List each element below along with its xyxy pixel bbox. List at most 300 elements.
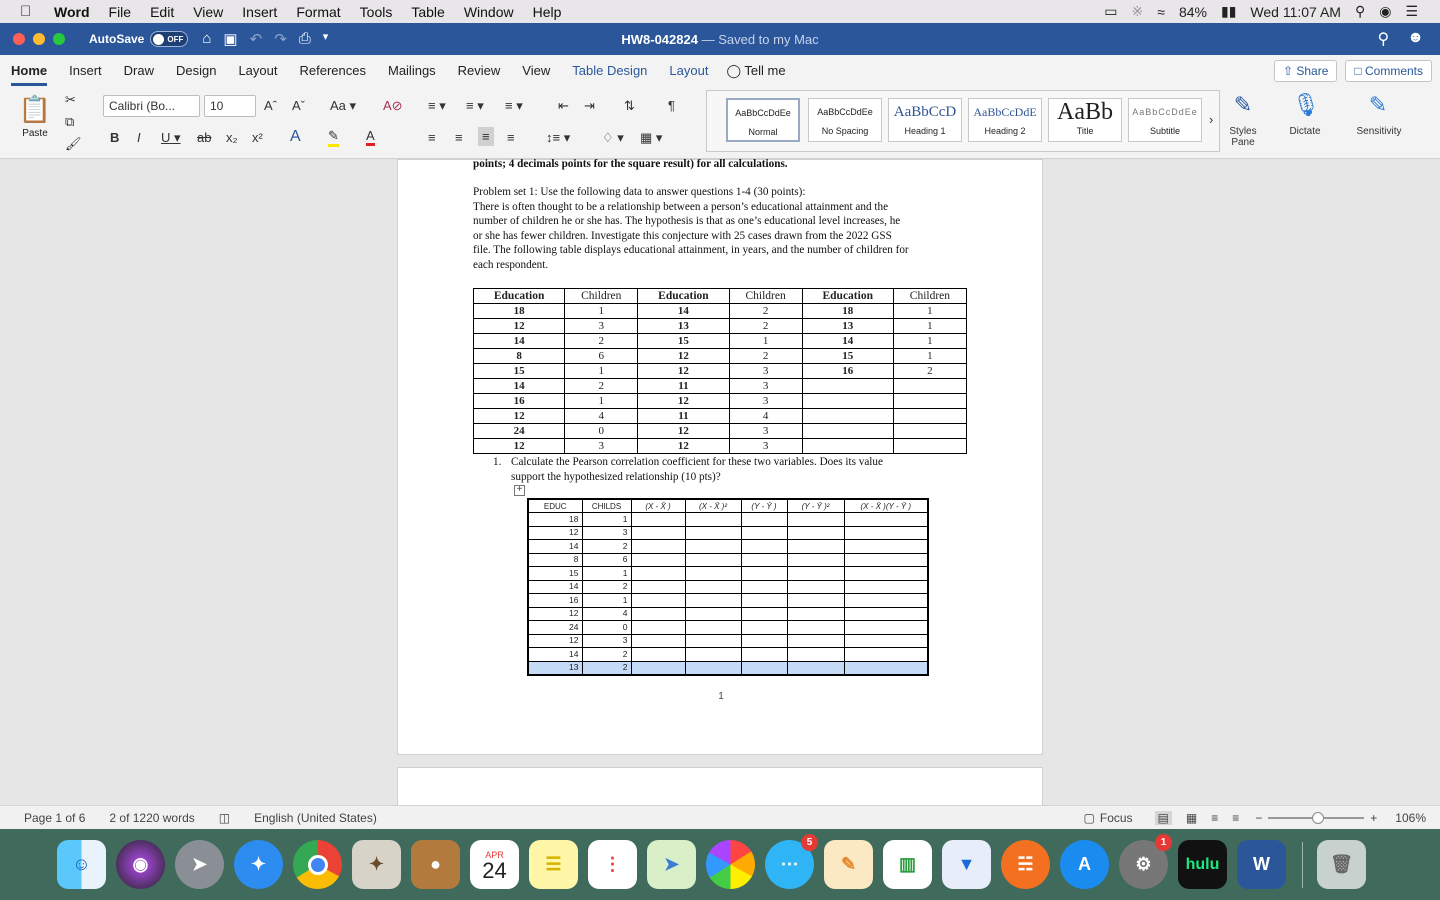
justify-icon[interactable]: ≡	[507, 130, 515, 145]
style-heading-2-preview: AaBbCcDdE	[973, 105, 1037, 119]
draft-icon[interactable]: ≡	[1232, 810, 1240, 825]
calc-cell[interactable]	[844, 621, 928, 635]
clipboard-icon: 📋	[18, 94, 52, 124]
wifi-icon[interactable]: ≈	[1157, 3, 1165, 20]
calc-cell[interactable]: 1	[582, 513, 631, 527]
airplay-icon[interactable]: ▭	[1104, 3, 1118, 19]
calc-cell[interactable]	[787, 553, 844, 567]
calc-cell[interactable]	[685, 580, 741, 594]
style-no-spacing[interactable]	[808, 98, 882, 142]
calc-cell[interactable]: 4	[582, 607, 631, 621]
table-cell[interactable]: 3	[729, 394, 802, 409]
underline-icon[interactable]: U ▾	[161, 130, 181, 145]
calc-cell[interactable]	[787, 607, 844, 621]
table-cell[interactable]: 18	[802, 304, 893, 319]
calc-cell[interactable]	[741, 607, 787, 621]
calc-cell[interactable]	[787, 634, 844, 648]
table-cell[interactable]: 14	[802, 334, 893, 349]
bluetooth-icon[interactable]: ※	[1131, 3, 1144, 19]
style-title[interactable]	[1048, 98, 1122, 142]
calc-cell[interactable]: 16	[528, 594, 582, 608]
calc-cell[interactable]	[631, 594, 685, 608]
calc-cell[interactable]	[844, 540, 928, 554]
table-cell[interactable]: 13	[638, 319, 729, 334]
paste-button[interactable]	[14, 92, 56, 139]
calc-cell[interactable]	[631, 621, 685, 635]
tab-insert[interactable]: Insert	[69, 63, 102, 78]
menu-tools[interactable]: Tools	[359, 3, 393, 20]
menu-file[interactable]: File	[108, 3, 132, 20]
calc-cell[interactable]	[631, 553, 685, 567]
col-children-2: Children	[729, 289, 802, 304]
calc-cell[interactable]: 15	[528, 567, 582, 581]
tab-home[interactable]: Home	[11, 55, 47, 86]
calc-cell[interactable]	[685, 553, 741, 567]
calc-cell[interactable]	[631, 567, 685, 581]
table-cell[interactable]: 24	[474, 424, 565, 439]
print-layout-icon[interactable]: ▤	[1155, 811, 1172, 825]
table-cell[interactable]: 3	[565, 319, 638, 334]
share-icon: ⇧	[1282, 63, 1294, 78]
table-cell[interactable]: 4	[729, 409, 802, 424]
education-children-table[interactable]	[473, 288, 967, 454]
table-cell[interactable]: 1	[893, 349, 966, 364]
menu-format[interactable]: Format	[296, 3, 341, 20]
style-normal-preview: AaBbCcDdEe	[735, 108, 791, 118]
calc-row	[528, 580, 928, 594]
calc-cell[interactable]	[685, 540, 741, 554]
superscript-icon[interactable]: x²	[252, 130, 263, 145]
menu-window[interactable]: Window	[463, 3, 514, 20]
line-spacing-icon[interactable]: ↕≡ ▾	[546, 130, 571, 145]
font-name-select[interactable]	[103, 95, 200, 117]
calc-cell[interactable]: 6	[582, 553, 631, 567]
finder-icon[interactable]: ☺	[57, 840, 106, 889]
table-cell[interactable]: 16	[474, 394, 565, 409]
calendar-icon[interactable]	[470, 840, 519, 889]
table-cell[interactable]: 1	[565, 364, 638, 379]
messages-icon[interactable]: ⋯ 5	[765, 840, 814, 889]
calc-cell[interactable]: 12	[528, 526, 582, 540]
microphone-icon: 🎙	[1292, 92, 1320, 117]
table-cell[interactable]: 3	[729, 439, 802, 454]
calc-cell[interactable]: 8	[528, 553, 582, 567]
calc-cell[interactable]	[844, 661, 928, 675]
calc-cell[interactable]: 24	[528, 621, 582, 635]
table-cell[interactable]	[893, 379, 966, 394]
system-preferences-badge: 1	[1155, 834, 1172, 851]
table-cell[interactable]: 2	[893, 364, 966, 379]
align-left-icon[interactable]: ≡	[428, 130, 436, 145]
trash-icon[interactable]: 🗑	[1317, 840, 1366, 889]
keynote-icon[interactable]: ▼	[942, 840, 991, 889]
calc-cell[interactable]	[631, 580, 685, 594]
table-cell[interactable]: 1	[893, 334, 966, 349]
ribbon-tabs	[0, 55, 1440, 86]
calc-cell[interactable]	[741, 661, 787, 675]
increase-indent-icon[interactable]: ⇥	[584, 98, 595, 113]
problem-line-3: or she has fewer children. Investigate this conjecture with 25 cases drawn from the 2022 GSS	[473, 229, 892, 242]
table-cell[interactable]: 6	[565, 349, 638, 364]
calc-cell[interactable]: 14	[528, 648, 582, 662]
table-cell[interactable]: 0	[565, 424, 638, 439]
calc-cell[interactable]	[741, 513, 787, 527]
calc-cell[interactable]	[631, 607, 685, 621]
calc-cell[interactable]	[844, 567, 928, 581]
calc-cell[interactable]	[631, 661, 685, 675]
autosave-toggle[interactable]	[150, 31, 188, 47]
copy-icon[interactable]: ⧉	[65, 114, 75, 129]
comments-label: Comments	[1364, 63, 1423, 78]
control-center-icon[interactable]: ☰	[1405, 3, 1418, 19]
menu-table[interactable]: Table	[411, 3, 445, 20]
calc-cell[interactable]	[631, 526, 685, 540]
zoom-in-icon[interactable]: +	[1370, 810, 1378, 825]
calc-cell[interactable]: 3	[582, 526, 631, 540]
calc-cell[interactable]	[741, 634, 787, 648]
style-normal-name: Normal	[748, 127, 778, 137]
table-cell[interactable]	[893, 424, 966, 439]
strikethrough-icon[interactable]: ab	[197, 130, 212, 145]
document-page[interactable]	[397, 159, 1043, 755]
problem-line-4: file. The following table displays educational attainment, in years, and the number of children for	[473, 244, 909, 256]
table-cell[interactable]: 12	[638, 394, 729, 409]
calc-cell[interactable]	[685, 513, 741, 527]
cut-icon[interactable]: ✂	[65, 92, 76, 107]
table-cell[interactable]	[802, 394, 893, 409]
tab-design[interactable]: Design	[175, 63, 217, 78]
battery-icon[interactable]: ▮▮	[1220, 3, 1237, 19]
account-icon[interactable]: ☻	[1407, 29, 1424, 46]
app-store-icon[interactable]: A	[1060, 840, 1109, 889]
calc-cell[interactable]	[844, 580, 928, 594]
calc-cell[interactable]	[685, 648, 741, 662]
change-case-icon[interactable]: Aa ▾	[330, 98, 357, 113]
highlight-icon[interactable]: ✎	[328, 128, 339, 147]
tab-view[interactable]: View	[522, 63, 551, 78]
table-cell[interactable]: 11	[638, 409, 729, 424]
calc-cell[interactable]: 12	[528, 607, 582, 621]
document-canvas[interactable]	[0, 159, 1440, 805]
menu-edit[interactable]: Edit	[150, 3, 175, 20]
calc-cell[interactable]	[844, 648, 928, 662]
align-center-icon[interactable]: ≡	[455, 130, 463, 145]
apple-icon[interactable]	[20, 3, 40, 20]
redo-icon[interactable]: ↷	[274, 31, 287, 48]
books-icon[interactable]: ☵	[1001, 840, 1050, 889]
calc-cell[interactable]: 12	[528, 634, 582, 648]
table-cell[interactable]	[802, 424, 893, 439]
calc-cell[interactable]: 2	[582, 540, 631, 554]
bold-icon[interactable]: B	[110, 130, 120, 145]
battery-percent[interactable]: 84%	[1178, 3, 1207, 20]
maps-icon[interactable]: ➤	[647, 840, 696, 889]
table-cell[interactable]	[802, 409, 893, 424]
table-cell[interactable]: 3	[565, 439, 638, 454]
calc-cell[interactable]	[685, 567, 741, 581]
zoom-slider[interactable]	[1268, 817, 1364, 819]
styles-more-chevron-icon[interactable]: ›	[1209, 112, 1214, 127]
lightbulb-icon: ◯	[726, 63, 742, 78]
table-cell[interactable]	[802, 439, 893, 454]
calc-cell[interactable]	[787, 513, 844, 527]
table-cell[interactable]	[893, 409, 966, 424]
calc-cell[interactable]	[844, 513, 928, 527]
calc-cell[interactable]	[631, 634, 685, 648]
table-cell[interactable]: 12	[638, 424, 729, 439]
styles-pane-button[interactable]	[1226, 92, 1260, 118]
spotlight-icon[interactable]: ⚲	[1354, 3, 1366, 19]
calc-cell[interactable]: 14	[528, 540, 582, 554]
table-cell[interactable]: 15	[802, 349, 893, 364]
system-preferences-icon[interactable]: ⚙ 1	[1119, 840, 1168, 889]
reminders-icon[interactable]: ⋮	[588, 840, 637, 889]
shrink-font-icon[interactable]: Aˇ	[292, 98, 305, 113]
calc-cell[interactable]	[787, 580, 844, 594]
calc-cell[interactable]	[741, 594, 787, 608]
table-cell[interactable]: 12	[474, 319, 565, 334]
tell-me-label: Tell me	[744, 63, 786, 78]
subscript-icon[interactable]: x₂	[226, 130, 238, 145]
calc-cell[interactable]	[787, 567, 844, 581]
autosave-state: OFF	[167, 34, 184, 44]
calc-cell[interactable]: 13	[528, 661, 582, 675]
table-cell[interactable]: 2	[729, 304, 802, 319]
table-cell[interactable]	[802, 379, 893, 394]
col-children-1: Children	[565, 289, 638, 304]
focus-label[interactable]: Focus	[1099, 810, 1133, 825]
italic-icon[interactable]: I	[137, 130, 141, 145]
calc-cell[interactable]	[787, 540, 844, 554]
calc-cell[interactable]	[844, 594, 928, 608]
outline-icon[interactable]: ≡	[1211, 810, 1219, 825]
table-cell[interactable]: 15	[474, 364, 565, 379]
calc-cell[interactable]	[685, 621, 741, 635]
calc-cell[interactable]	[787, 594, 844, 608]
table-cell[interactable]: 11	[638, 379, 729, 394]
tab-table-design[interactable]: Table Design	[572, 63, 648, 78]
style-heading-2[interactable]	[968, 98, 1042, 142]
table-cell[interactable]: 3	[729, 424, 802, 439]
calc-cell[interactable]	[787, 648, 844, 662]
decrease-indent-icon[interactable]: ⇤	[558, 98, 569, 113]
calc-cell[interactable]	[741, 621, 787, 635]
proofing-icon[interactable]: ◫	[218, 810, 231, 825]
calc-row	[528, 621, 928, 635]
table-cell[interactable]: 2	[729, 349, 802, 364]
table-cell[interactable]: 12	[638, 349, 729, 364]
bullets-icon[interactable]: ≡ ▾	[428, 98, 446, 113]
calc-cell[interactable]: 2	[582, 661, 631, 675]
clock[interactable]: Wed 11:07 AM	[1250, 3, 1341, 20]
print-icon[interactable]: ⎙	[298, 30, 311, 47]
calc-cell[interactable]: 2	[582, 580, 631, 594]
calc-cell[interactable]	[741, 567, 787, 581]
calc-cell[interactable]	[631, 540, 685, 554]
align-right-icon[interactable]: ≡	[478, 127, 494, 146]
menu-word[interactable]: Word	[54, 3, 90, 20]
borders-icon[interactable]: ▦ ▾	[640, 130, 663, 145]
home-icon[interactable]: ⌂	[202, 30, 212, 47]
calculation-table[interactable]	[527, 498, 929, 676]
safari-icon[interactable]: ✦	[234, 840, 283, 889]
calc-cell[interactable]	[741, 540, 787, 554]
calc-cell[interactable]: 0	[582, 621, 631, 635]
minimize-window-button[interactable]	[33, 33, 45, 45]
calc-cell[interactable]	[844, 607, 928, 621]
table-cell[interactable]: 18	[474, 304, 565, 319]
table-cell[interactable]: 12	[474, 439, 565, 454]
calc-cell[interactable]: 18	[528, 513, 582, 527]
table-cell[interactable]: 1	[565, 304, 638, 319]
hulu-icon[interactable]	[1178, 840, 1227, 889]
customize-toolbar-icon[interactable]: ▾	[322, 31, 329, 43]
calc-row	[528, 567, 928, 581]
calc-cell[interactable]	[741, 648, 787, 662]
dictate-button[interactable]	[1286, 92, 1326, 118]
format-painter-icon[interactable]: 🖌	[65, 136, 82, 151]
grow-font-icon[interactable]: Aˆ	[264, 98, 277, 113]
zoom-level[interactable]: 106%	[1395, 810, 1426, 825]
table-cell[interactable]: 2	[565, 334, 638, 349]
calc-cell[interactable]	[685, 607, 741, 621]
calc-cell[interactable]	[685, 634, 741, 648]
calc-cell[interactable]	[844, 553, 928, 567]
table-cell[interactable]	[893, 439, 966, 454]
font-size-select[interactable]	[204, 95, 256, 117]
table-move-handle-icon[interactable]: +	[514, 485, 525, 496]
table-row	[474, 364, 967, 379]
style-subtitle[interactable]	[1128, 98, 1202, 142]
comment-icon: □	[1354, 63, 1362, 78]
calc-cell[interactable]	[741, 553, 787, 567]
web-layout-icon[interactable]: ▦	[1185, 810, 1198, 825]
table-cell[interactable]: 14	[474, 334, 565, 349]
menu-help[interactable]: Help	[532, 3, 562, 20]
calc-cell[interactable]: 1	[582, 567, 631, 581]
calc-cell[interactable]	[787, 621, 844, 635]
numbers-icon[interactable]: ▥	[883, 840, 932, 889]
word-dock-label: W	[1253, 854, 1270, 874]
calc-cell[interactable]	[685, 594, 741, 608]
pilcrow-icon[interactable]: ¶	[668, 98, 675, 113]
calc-cell[interactable]: 3	[582, 634, 631, 648]
undo-icon[interactable]: ↶	[249, 31, 263, 48]
siri-dock-icon[interactable]: ◉	[116, 840, 165, 889]
contacts-icon[interactable]: ●	[411, 840, 460, 889]
table-cell[interactable]: 14	[474, 379, 565, 394]
text-effects-icon[interactable]: A	[290, 128, 301, 145]
document-page-2[interactable]	[397, 767, 1043, 805]
notes-icon[interactable]: ☰	[529, 840, 578, 889]
table-cell[interactable]: 14	[638, 304, 729, 319]
calc-cell[interactable]	[844, 634, 928, 648]
calc-cell[interactable]	[844, 526, 928, 540]
sensitivity-button[interactable]	[1356, 92, 1400, 118]
multilevel-list-icon[interactable]: ≡ ▾	[505, 98, 523, 113]
word-count[interactable]: 2 of 1220 words	[109, 810, 195, 825]
tab-layout[interactable]: Layout	[238, 63, 278, 78]
tab-draw[interactable]: Draw	[123, 63, 154, 78]
table-cell[interactable]: 4	[565, 409, 638, 424]
calc-cell[interactable]	[685, 661, 741, 675]
word-dock-icon[interactable]	[1237, 840, 1286, 889]
calc-header-row	[528, 499, 928, 513]
menu-view[interactable]: View	[193, 3, 224, 20]
save-icon[interactable]: ▣	[223, 31, 238, 48]
table-cell[interactable]: 2	[565, 379, 638, 394]
numbering-icon[interactable]: ≡ ▾	[466, 98, 484, 113]
tab-mailings[interactable]: Mailings	[387, 63, 436, 78]
table-cell[interactable]: 8	[474, 349, 565, 364]
pages-icon[interactable]: ✎	[824, 840, 873, 889]
photos-icon[interactable]	[706, 840, 755, 889]
calc-cell[interactable]: 2	[582, 648, 631, 662]
style-heading-1[interactable]	[888, 98, 962, 142]
siri-icon[interactable]: ◉	[1379, 3, 1392, 19]
search-icon[interactable]: ⚲	[1377, 31, 1390, 48]
calc-cell[interactable]	[685, 526, 741, 540]
table-cell[interactable]: 1	[893, 304, 966, 319]
sort-icon[interactable]: ⇅	[624, 98, 635, 113]
focus-icon[interactable]: ▢	[1083, 810, 1095, 825]
comments-button[interactable]	[1345, 60, 1432, 82]
font-color-icon[interactable]: A	[366, 128, 375, 146]
calc-cell[interactable]	[787, 661, 844, 675]
table-cell[interactable]: 13	[802, 319, 893, 334]
style-normal[interactable]	[726, 98, 800, 142]
table-row	[474, 304, 967, 319]
shading-icon[interactable]: ♢ ▾	[602, 130, 624, 145]
tab-references[interactable]: References	[299, 63, 366, 78]
zoom-window-button[interactable]	[53, 33, 65, 45]
table-cell[interactable]: 1	[893, 319, 966, 334]
calc-cell[interactable]	[741, 526, 787, 540]
tell-me-box[interactable]	[726, 55, 785, 86]
table-cell[interactable]: 3	[729, 364, 802, 379]
zoom-out-icon[interactable]: −	[1255, 810, 1263, 825]
calc-cell[interactable]	[741, 580, 787, 594]
calc-cell[interactable]	[631, 648, 685, 662]
table-cell[interactable]: 15	[638, 334, 729, 349]
calc-cell[interactable]	[631, 513, 685, 527]
menu-insert[interactable]: Insert	[242, 3, 278, 20]
preview-icon[interactable]: ✦	[352, 840, 401, 889]
table-cell[interactable]: 12	[638, 439, 729, 454]
table-cell[interactable]	[893, 394, 966, 409]
calc-row	[528, 526, 928, 540]
table-cell[interactable]: 3	[729, 379, 802, 394]
share-button[interactable]	[1274, 60, 1337, 82]
table-cell[interactable]: 1	[565, 394, 638, 409]
calc-cell[interactable]: 1	[582, 594, 631, 608]
table-cell[interactable]: 12	[474, 409, 565, 424]
table-cell[interactable]: 1	[729, 334, 802, 349]
table-cell[interactable]: 12	[638, 364, 729, 379]
chrome-icon[interactable]	[293, 840, 342, 889]
calc-cell[interactable]: 14	[528, 580, 582, 594]
calc-cell[interactable]	[787, 526, 844, 540]
table-cell[interactable]: 2	[729, 319, 802, 334]
page-count[interactable]: Page 1 of 6	[24, 810, 86, 825]
tab-review[interactable]: Review	[457, 63, 501, 78]
tab-table-layout[interactable]: Layout	[669, 63, 709, 78]
table-cell[interactable]: 16	[802, 364, 893, 379]
language-status[interactable]: English (United States)	[254, 810, 377, 825]
close-window-button[interactable]	[13, 33, 25, 45]
launchpad-icon[interactable]: ➤	[175, 840, 224, 889]
clear-formatting-icon[interactable]: A⊘	[383, 98, 403, 113]
